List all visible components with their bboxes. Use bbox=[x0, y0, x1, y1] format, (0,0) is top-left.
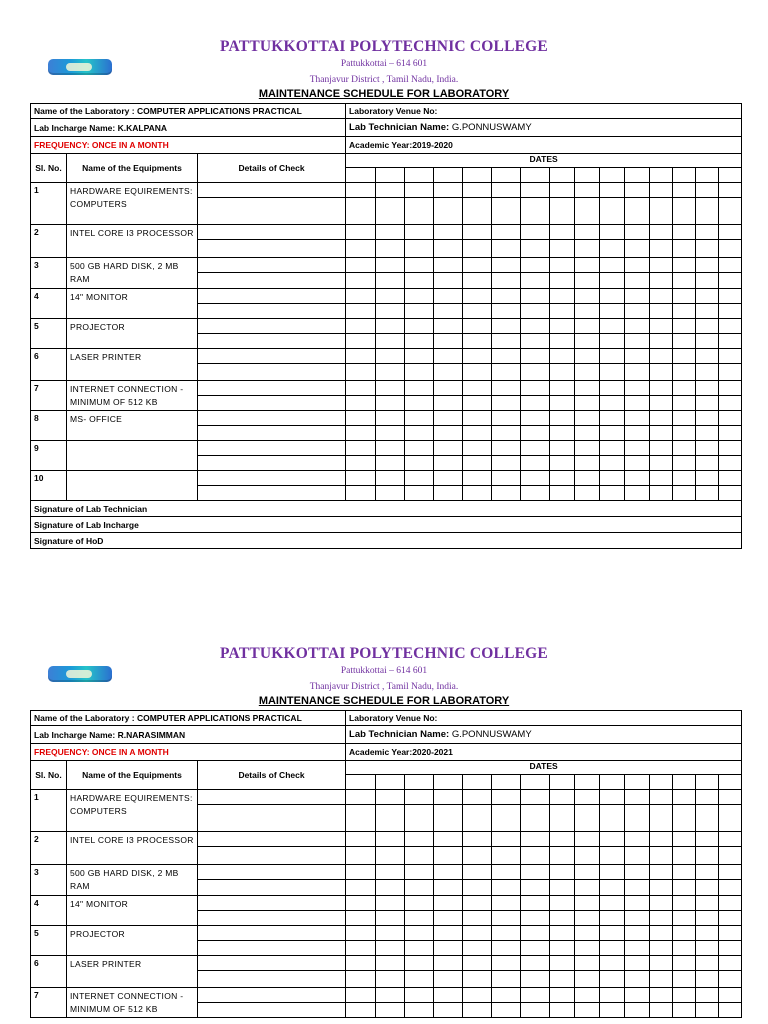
equipment-name: MS- OFFICE bbox=[67, 411, 198, 441]
equipment-name: INTERNET CONNECTION - MINIMUM OF 512 KB bbox=[67, 381, 198, 411]
equipment-name: INTERNET CONNECTION - MINIMUM OF 512 KB bbox=[67, 988, 198, 1018]
lab-incharge: Lab Incharge Name: K.KALPANA bbox=[31, 119, 346, 137]
signature-technician: Signature of Lab Technician bbox=[31, 501, 742, 517]
equipment-header: Name of the Equipments bbox=[67, 154, 198, 183]
equipment-sl: 3 bbox=[31, 865, 67, 896]
equipment-sl: 6 bbox=[31, 956, 67, 988]
equipment-name: PROJECTOR bbox=[67, 926, 198, 956]
lab-name: Name of the Laboratory : COMPUTER APPLICATIONS PRACTICAL bbox=[31, 104, 346, 119]
dates-header: DATES bbox=[346, 154, 742, 168]
equipment-name: 500 GB HARD DISK, 2 MB RAM bbox=[67, 865, 198, 896]
frequency: FREQUENCY: ONCE IN A MONTH bbox=[31, 744, 346, 761]
lab-technician: Lab Technician Name: G.PONNUSWAMY bbox=[346, 119, 742, 137]
venue-label: Laboratory Venue No: bbox=[346, 104, 742, 119]
equipment-name: INTEL CORE I3 PROCESSOR bbox=[67, 225, 198, 258]
equipment-sl: 3 bbox=[31, 258, 67, 289]
signature-hod: Signature of HoD bbox=[31, 533, 742, 549]
equipment-sl: 1 bbox=[31, 790, 67, 832]
equipment-name bbox=[67, 441, 198, 471]
schedule-title: MAINTENANCE SCHEDULE FOR LABORATORY bbox=[258, 695, 510, 707]
equipment-name: LASER PRINTER bbox=[67, 956, 198, 988]
lab-incharge: Lab Incharge Name: R.NARASIMMAN bbox=[31, 726, 346, 744]
college-name: PATTUKKOTTAI POLYTECHNIC COLLEGE bbox=[220, 38, 548, 55]
lab-technician: Lab Technician Name: G.PONNUSWAMY bbox=[346, 726, 742, 744]
equipment-name: LASER PRINTER bbox=[67, 349, 198, 381]
address-line-2: Thanjavur District , Tamil Nadu, India. bbox=[309, 682, 459, 692]
equipment-sl: 5 bbox=[31, 926, 67, 956]
equipment-name: HARDWARE EQUIREMENTS: COMPUTERS bbox=[67, 183, 198, 225]
equipment-sl: 4 bbox=[31, 896, 67, 926]
equipment-sl: 4 bbox=[31, 289, 67, 319]
equipment-header: Name of the Equipments bbox=[67, 761, 198, 790]
equipment-name: HARDWARE EQUIREMENTS: COMPUTERS bbox=[67, 790, 198, 832]
address-line-1: Pattukkottai – 614 601 bbox=[340, 666, 428, 676]
sl-no-header: Sl. No. bbox=[31, 761, 67, 790]
maintenance-table bbox=[30, 103, 742, 549]
maintenance-table bbox=[30, 710, 742, 1018]
address-line-2: Thanjavur District , Tamil Nadu, India. bbox=[309, 75, 459, 85]
equipment-sl: 2 bbox=[31, 832, 67, 865]
equipment-name bbox=[67, 471, 198, 501]
college-name: PATTUKKOTTAI POLYTECHNIC COLLEGE bbox=[220, 645, 548, 662]
equipment-sl: 9 bbox=[31, 441, 67, 471]
venue-label: Laboratory Venue No: bbox=[346, 711, 742, 726]
dates-header: DATES bbox=[346, 761, 742, 775]
equipment-sl: 8 bbox=[31, 411, 67, 441]
details-header: Details of Check bbox=[198, 154, 346, 183]
address-line-1: Pattukkottai – 614 601 bbox=[340, 59, 428, 69]
equipment-name: PROJECTOR bbox=[67, 319, 198, 349]
equipment-sl: 10 bbox=[31, 471, 67, 501]
equipment-name: 14" MONITOR bbox=[67, 289, 198, 319]
equipment-sl: 6 bbox=[31, 349, 67, 381]
equipment-sl: 2 bbox=[31, 225, 67, 258]
academic-year: Academic Year:2020-2021 bbox=[346, 744, 742, 761]
frequency: FREQUENCY: ONCE IN A MONTH bbox=[31, 137, 346, 154]
sl-no-header: Sl. No. bbox=[31, 154, 67, 183]
details-header: Details of Check bbox=[198, 761, 346, 790]
equipment-name: 500 GB HARD DISK, 2 MB RAM bbox=[67, 258, 198, 289]
signature-incharge: Signature of Lab Incharge bbox=[31, 517, 742, 533]
lab-name: Name of the Laboratory : COMPUTER APPLICATIONS PRACTICAL bbox=[31, 711, 346, 726]
equipment-sl: 7 bbox=[31, 988, 67, 1018]
schedule-title: MAINTENANCE SCHEDULE FOR LABORATORY bbox=[258, 88, 510, 100]
equipment-name: INTEL CORE I3 PROCESSOR bbox=[67, 832, 198, 865]
equipment-sl: 5 bbox=[31, 319, 67, 349]
academic-year: Academic Year:2019-2020 bbox=[346, 137, 742, 154]
equipment-name: 14" MONITOR bbox=[67, 896, 198, 926]
equipment-sl: 7 bbox=[31, 381, 67, 411]
equipment-sl: 1 bbox=[31, 183, 67, 225]
